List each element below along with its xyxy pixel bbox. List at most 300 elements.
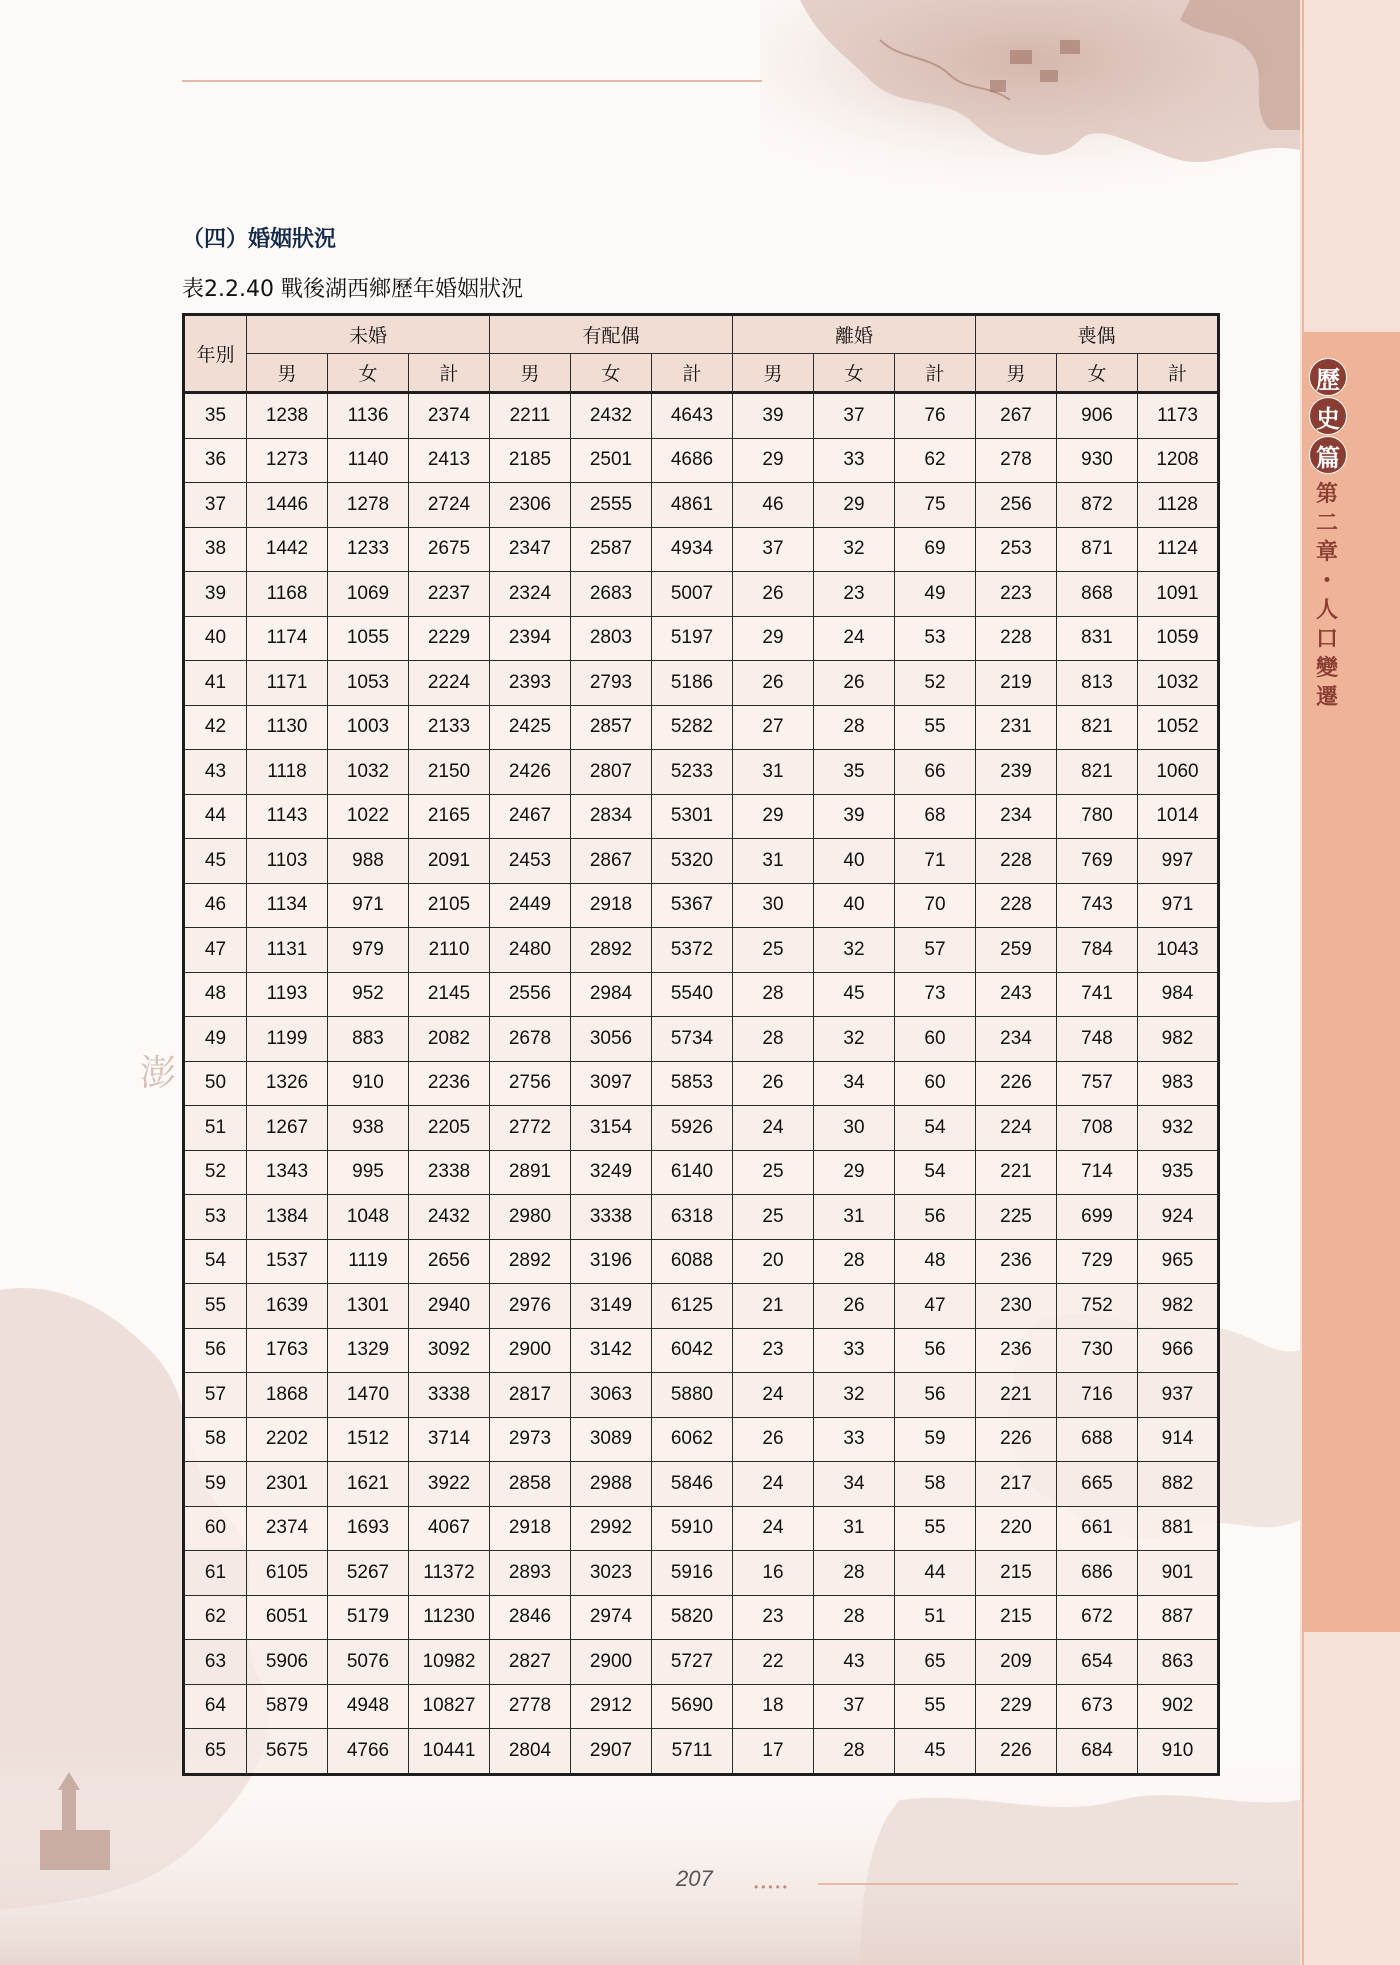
cell-unmarried-female: 1053: [328, 661, 409, 706]
cell-married-total: 5690: [652, 1684, 733, 1729]
cell-widowed-total: 901: [1138, 1551, 1219, 1596]
cell-married-male: 2426: [490, 750, 571, 795]
cell-unmarried-female: 1032: [328, 750, 409, 795]
table-row: [184, 572, 1219, 617]
cell-widowed-total: 1014: [1138, 794, 1219, 839]
cell-widowed-male: 219: [976, 661, 1057, 706]
cell-widowed-female: 780: [1057, 794, 1138, 839]
cell-divorced-female: 40: [814, 883, 895, 928]
cell-widowed-female: 868: [1057, 572, 1138, 617]
cell-married-total: 5233: [652, 750, 733, 795]
cell-divorced-male: 29: [733, 438, 814, 483]
table-row: [184, 1195, 1219, 1240]
cell-divorced-total: 57: [895, 928, 976, 973]
cell-unmarried-male: 1868: [247, 1373, 328, 1418]
cell-married-female: 3338: [571, 1195, 652, 1240]
cell-unmarried-male: 1143: [247, 794, 328, 839]
table-row: [184, 438, 1219, 483]
cell-unmarried-total: 2110: [409, 928, 490, 973]
cell-divorced-total: 52: [895, 661, 976, 706]
cell-divorced-male: 16: [733, 1551, 814, 1596]
chapter-char: 章: [1315, 539, 1338, 565]
cell-married-male: 2891: [490, 1150, 571, 1195]
cell-unmarried-total: 2675: [409, 527, 490, 572]
cell-unmarried-female: 1136: [328, 393, 409, 439]
cell-year: 63: [184, 1640, 247, 1685]
cell-married-male: 2480: [490, 928, 571, 973]
cell-married-total: 6062: [652, 1417, 733, 1462]
cell-widowed-female: 752: [1057, 1284, 1138, 1329]
group-header-divorced: 離婚: [733, 315, 976, 354]
cell-unmarried-total: 2724: [409, 483, 490, 528]
cell-divorced-male: 26: [733, 1061, 814, 1106]
cell-unmarried-male: 1273: [247, 438, 328, 483]
cell-married-male: 2858: [490, 1462, 571, 1507]
cell-unmarried-female: 971: [328, 883, 409, 928]
cell-unmarried-male: 1131: [247, 928, 328, 973]
cell-year: 50: [184, 1061, 247, 1106]
cell-unmarried-female: 4948: [328, 1684, 409, 1729]
table-row: [184, 1106, 1219, 1151]
cell-widowed-total: 1032: [1138, 661, 1219, 706]
cell-married-female: 2793: [571, 661, 652, 706]
cell-year: 55: [184, 1284, 247, 1329]
cell-divorced-male: 28: [733, 972, 814, 1017]
cell-year: 62: [184, 1595, 247, 1640]
cell-divorced-total: 58: [895, 1462, 976, 1507]
cell-widowed-total: 982: [1138, 1017, 1219, 1062]
cell-unmarried-total: 2432: [409, 1195, 490, 1240]
cell-married-female: 2867: [571, 839, 652, 884]
cell-year: 47: [184, 928, 247, 973]
cell-married-female: 3154: [571, 1106, 652, 1151]
cell-married-total: 6088: [652, 1239, 733, 1284]
cell-widowed-male: 229: [976, 1684, 1057, 1729]
cell-divorced-female: 45: [814, 972, 895, 1017]
table-row: [184, 883, 1219, 928]
cell-widowed-female: 743: [1057, 883, 1138, 928]
cell-married-male: 2678: [490, 1017, 571, 1062]
cell-widowed-female: 699: [1057, 1195, 1138, 1240]
cell-divorced-total: 75: [895, 483, 976, 528]
sub-header-male: 男: [733, 354, 814, 393]
cell-unmarried-female: 1512: [328, 1417, 409, 1462]
cell-divorced-male: 24: [733, 1106, 814, 1151]
sub-header-male: 男: [976, 354, 1057, 393]
footer-rule: [818, 1883, 1238, 1885]
cell-divorced-total: 60: [895, 1061, 976, 1106]
cell-widowed-female: 686: [1057, 1551, 1138, 1596]
cell-married-female: 2912: [571, 1684, 652, 1729]
table-row: [184, 483, 1219, 528]
cell-married-male: 2467: [490, 794, 571, 839]
cell-unmarried-female: 1048: [328, 1195, 409, 1240]
cell-unmarried-total: 10982: [409, 1640, 490, 1685]
cell-married-female: 2992: [571, 1506, 652, 1551]
cell-married-total: 5734: [652, 1017, 733, 1062]
cell-widowed-male: 224: [976, 1106, 1057, 1151]
cell-divorced-male: 30: [733, 883, 814, 928]
cell-unmarried-female: 995: [328, 1150, 409, 1195]
cell-married-female: 2501: [571, 438, 652, 483]
cell-married-male: 2347: [490, 527, 571, 572]
table-row: [184, 1506, 1219, 1551]
cell-unmarried-male: 1130: [247, 705, 328, 750]
cell-widowed-male: 209: [976, 1640, 1057, 1685]
cell-unmarried-female: 1069: [328, 572, 409, 617]
cell-divorced-female: 30: [814, 1106, 895, 1151]
cell-divorced-total: 56: [895, 1195, 976, 1240]
cell-married-male: 2980: [490, 1195, 571, 1240]
cell-widowed-female: 684: [1057, 1729, 1138, 1775]
table-body: [184, 393, 1219, 1775]
cell-unmarried-total: 2229: [409, 616, 490, 661]
cell-widowed-male: 221: [976, 1373, 1057, 1418]
year-header: 年別: [184, 315, 247, 393]
cell-married-female: 3196: [571, 1239, 652, 1284]
table-row: [184, 1061, 1219, 1106]
cell-widowed-total: 1059: [1138, 616, 1219, 661]
cell-married-total: 5320: [652, 839, 733, 884]
cell-married-total: 5367: [652, 883, 733, 928]
cell-unmarried-total: 2237: [409, 572, 490, 617]
cell-unmarried-total: 3338: [409, 1373, 490, 1418]
cell-married-female: 2900: [571, 1640, 652, 1685]
cell-widowed-male: 225: [976, 1195, 1057, 1240]
cell-married-total: 5916: [652, 1551, 733, 1596]
cell-unmarried-female: 5076: [328, 1640, 409, 1685]
cell-year: 38: [184, 527, 247, 572]
cell-widowed-male: 267: [976, 393, 1057, 439]
cell-divorced-total: 45: [895, 1729, 976, 1775]
cell-divorced-male: 25: [733, 1150, 814, 1195]
table-row: [184, 527, 1219, 572]
cell-married-female: 2918: [571, 883, 652, 928]
cell-year: 36: [184, 438, 247, 483]
cell-year: 53: [184, 1195, 247, 1240]
cell-married-total: 5282: [652, 705, 733, 750]
cell-unmarried-total: 2082: [409, 1017, 490, 1062]
cell-widowed-male: 256: [976, 483, 1057, 528]
cell-unmarried-female: 1055: [328, 616, 409, 661]
cell-widowed-female: 730: [1057, 1328, 1138, 1373]
marital-status-table: [182, 313, 1220, 1776]
sub-header-total: 計: [895, 354, 976, 393]
cell-widowed-male: 215: [976, 1595, 1057, 1640]
cell-married-female: 3063: [571, 1373, 652, 1418]
cell-divorced-male: 25: [733, 928, 814, 973]
cell-widowed-female: 769: [1057, 839, 1138, 884]
cell-divorced-total: 48: [895, 1239, 976, 1284]
cell-unmarried-male: 6105: [247, 1551, 328, 1596]
cell-unmarried-total: 2656: [409, 1239, 490, 1284]
cell-married-total: 5186: [652, 661, 733, 706]
cell-divorced-female: 33: [814, 1328, 895, 1373]
cell-married-female: 2857: [571, 705, 652, 750]
cell-unmarried-total: 11372: [409, 1551, 490, 1596]
cell-divorced-female: 23: [814, 572, 895, 617]
cell-divorced-male: 27: [733, 705, 814, 750]
cell-divorced-male: 26: [733, 661, 814, 706]
cell-year: 40: [184, 616, 247, 661]
cell-married-female: 2432: [571, 393, 652, 439]
cell-widowed-total: 932: [1138, 1106, 1219, 1151]
group-header-married: 有配偶: [490, 315, 733, 354]
cell-divorced-total: 44: [895, 1551, 976, 1596]
cell-divorced-male: 24: [733, 1462, 814, 1507]
cell-divorced-male: 26: [733, 572, 814, 617]
footer-dots: •••••: [754, 1880, 791, 1894]
cell-married-male: 2976: [490, 1284, 571, 1329]
cell-year: 60: [184, 1506, 247, 1551]
cell-year: 56: [184, 1328, 247, 1373]
cell-unmarried-male: 2301: [247, 1462, 328, 1507]
cell-unmarried-total: 2413: [409, 438, 490, 483]
cell-widowed-male: 228: [976, 839, 1057, 884]
cell-widowed-total: 1173: [1138, 393, 1219, 439]
cell-divorced-female: 26: [814, 1284, 895, 1329]
chapter-char: 口: [1315, 626, 1338, 652]
cell-unmarried-total: 11230: [409, 1595, 490, 1640]
table-row: [184, 1373, 1219, 1418]
cell-married-male: 2804: [490, 1729, 571, 1775]
cell-unmarried-total: 3922: [409, 1462, 490, 1507]
group-header-unmarried: 未婚: [247, 315, 490, 354]
cell-unmarried-female: 1470: [328, 1373, 409, 1418]
cell-unmarried-male: 1639: [247, 1284, 328, 1329]
cell-divorced-female: 32: [814, 1373, 895, 1418]
cell-unmarried-total: 4067: [409, 1506, 490, 1551]
cell-widowed-male: 226: [976, 1729, 1057, 1775]
cell-married-male: 2185: [490, 438, 571, 483]
cell-married-female: 2834: [571, 794, 652, 839]
cell-widowed-total: 881: [1138, 1506, 1219, 1551]
cell-divorced-male: 37: [733, 527, 814, 572]
cell-married-male: 2973: [490, 1417, 571, 1462]
cell-divorced-female: 43: [814, 1640, 895, 1685]
cell-widowed-female: 714: [1057, 1150, 1138, 1195]
cell-year: 45: [184, 839, 247, 884]
cell-unmarried-total: 10827: [409, 1684, 490, 1729]
cell-married-male: 2211: [490, 393, 571, 439]
cell-year: 58: [184, 1417, 247, 1462]
cell-married-total: 6318: [652, 1195, 733, 1240]
cell-widowed-total: 887: [1138, 1595, 1219, 1640]
cell-divorced-female: 32: [814, 527, 895, 572]
cell-year: 49: [184, 1017, 247, 1062]
group-header-widowed: 喪偶: [976, 315, 1219, 354]
cell-divorced-male: 22: [733, 1640, 814, 1685]
cell-widowed-total: 971: [1138, 883, 1219, 928]
sub-header-male: 男: [490, 354, 571, 393]
cell-widowed-male: 253: [976, 527, 1057, 572]
cell-married-male: 2394: [490, 616, 571, 661]
chapter-char: 人: [1315, 597, 1338, 623]
table-row: [184, 1640, 1219, 1685]
cell-divorced-female: 31: [814, 1195, 895, 1240]
cell-widowed-male: 228: [976, 883, 1057, 928]
cell-married-female: 2803: [571, 616, 652, 661]
cell-year: 46: [184, 883, 247, 928]
cell-widowed-total: 910: [1138, 1729, 1219, 1775]
cell-divorced-total: 56: [895, 1373, 976, 1418]
cell-year: 51: [184, 1106, 247, 1151]
chapter-char: 第: [1315, 481, 1338, 507]
cell-married-female: 2974: [571, 1595, 652, 1640]
cell-widowed-female: 906: [1057, 393, 1138, 439]
chapter-char: 變: [1315, 655, 1338, 681]
cell-married-female: 2984: [571, 972, 652, 1017]
cell-unmarried-total: 2165: [409, 794, 490, 839]
cell-widowed-male: 226: [976, 1061, 1057, 1106]
cell-widowed-female: 673: [1057, 1684, 1138, 1729]
cell-married-total: 5711: [652, 1729, 733, 1775]
cell-widowed-total: 1128: [1138, 483, 1219, 528]
cell-widowed-male: 215: [976, 1551, 1057, 1596]
part-title-char: 史: [1309, 397, 1347, 435]
cell-unmarried-female: 1329: [328, 1328, 409, 1373]
cell-unmarried-total: 2145: [409, 972, 490, 1017]
cell-divorced-female: 31: [814, 1506, 895, 1551]
cell-unmarried-female: 5179: [328, 1595, 409, 1640]
table-row: [184, 661, 1219, 706]
cell-year: 48: [184, 972, 247, 1017]
cell-widowed-total: 984: [1138, 972, 1219, 1017]
section-title: （四）婚姻狀況: [182, 226, 337, 252]
cell-divorced-male: 18: [733, 1684, 814, 1729]
table-row: [184, 1729, 1219, 1775]
cell-married-total: 5372: [652, 928, 733, 973]
table-row: [184, 393, 1219, 439]
cell-widowed-total: 935: [1138, 1150, 1219, 1195]
cell-unmarried-female: 1233: [328, 527, 409, 572]
cell-year: 44: [184, 794, 247, 839]
cell-unmarried-male: 1267: [247, 1106, 328, 1151]
cell-married-female: 2907: [571, 1729, 652, 1775]
cell-unmarried-male: 1343: [247, 1150, 328, 1195]
top-rule: [182, 80, 762, 82]
cell-unmarried-female: 1022: [328, 794, 409, 839]
cell-unmarried-female: 5267: [328, 1551, 409, 1596]
table-caption: 表2.2.40 戰後湖西鄉歷年婚姻狀況: [182, 277, 523, 302]
cell-divorced-total: 71: [895, 839, 976, 884]
cell-widowed-total: 997: [1138, 839, 1219, 884]
cell-married-total: 5007: [652, 572, 733, 617]
cell-widowed-total: 914: [1138, 1417, 1219, 1462]
cell-widowed-male: 226: [976, 1417, 1057, 1462]
cell-divorced-female: 29: [814, 483, 895, 528]
cell-married-female: 2683: [571, 572, 652, 617]
cell-divorced-female: 37: [814, 1684, 895, 1729]
cell-divorced-male: 23: [733, 1595, 814, 1640]
cell-widowed-male: 239: [976, 750, 1057, 795]
cell-widowed-female: 757: [1057, 1061, 1138, 1106]
cell-married-total: 5301: [652, 794, 733, 839]
cell-divorced-total: 56: [895, 1328, 976, 1373]
cell-widowed-male: 223: [976, 572, 1057, 617]
cell-divorced-female: 32: [814, 928, 895, 973]
cell-unmarried-female: 1693: [328, 1506, 409, 1551]
cell-married-female: 3023: [571, 1551, 652, 1596]
table-row: [184, 1417, 1219, 1462]
cell-married-total: 5820: [652, 1595, 733, 1640]
table-row: [184, 705, 1219, 750]
sub-header-female: 女: [1057, 354, 1138, 393]
cell-year: 54: [184, 1239, 247, 1284]
sub-header-total: 計: [409, 354, 490, 393]
cell-unmarried-male: 1134: [247, 883, 328, 928]
cell-widowed-female: 930: [1057, 438, 1138, 483]
cell-year: 52: [184, 1150, 247, 1195]
cell-unmarried-female: 883: [328, 1017, 409, 1062]
cell-widowed-female: 654: [1057, 1640, 1138, 1685]
cell-divorced-total: 55: [895, 705, 976, 750]
cell-divorced-female: 28: [814, 705, 895, 750]
cell-divorced-male: 28: [733, 1017, 814, 1062]
cell-year: 41: [184, 661, 247, 706]
chapter-char: ・: [1315, 568, 1338, 594]
cell-year: 59: [184, 1462, 247, 1507]
cell-year: 35: [184, 393, 247, 439]
page-number: 207: [676, 1866, 713, 1891]
cell-unmarried-female: 952: [328, 972, 409, 1017]
cell-divorced-male: 21: [733, 1284, 814, 1329]
cell-widowed-total: 966: [1138, 1328, 1219, 1373]
cell-unmarried-male: 1442: [247, 527, 328, 572]
cell-unmarried-male: 1537: [247, 1239, 328, 1284]
table-row: [184, 1595, 1219, 1640]
cell-widowed-male: 236: [976, 1239, 1057, 1284]
cell-unmarried-female: 979: [328, 928, 409, 973]
table-row: [184, 839, 1219, 884]
cell-unmarried-female: 988: [328, 839, 409, 884]
cell-unmarried-female: 938: [328, 1106, 409, 1151]
cell-widowed-male: 231: [976, 705, 1057, 750]
cell-divorced-male: 46: [733, 483, 814, 528]
cell-divorced-total: 76: [895, 393, 976, 439]
cell-widowed-female: 729: [1057, 1239, 1138, 1284]
cell-unmarried-female: 4766: [328, 1729, 409, 1775]
cell-married-total: 6042: [652, 1328, 733, 1373]
cell-unmarried-total: 2374: [409, 393, 490, 439]
cell-divorced-total: 73: [895, 972, 976, 1017]
cell-unmarried-male: 5675: [247, 1729, 328, 1775]
cell-divorced-total: 69: [895, 527, 976, 572]
cell-unmarried-male: 1446: [247, 483, 328, 528]
cell-year: 64: [184, 1684, 247, 1729]
cell-unmarried-total: 2236: [409, 1061, 490, 1106]
cell-unmarried-male: 1199: [247, 1017, 328, 1062]
cell-married-male: 2827: [490, 1640, 571, 1685]
cell-unmarried-male: 1238: [247, 393, 328, 439]
cell-widowed-female: 748: [1057, 1017, 1138, 1062]
cell-unmarried-total: 2091: [409, 839, 490, 884]
cell-married-female: 2587: [571, 527, 652, 572]
cell-divorced-female: 24: [814, 616, 895, 661]
sub-header-male: 男: [247, 354, 328, 393]
table-row: [184, 1328, 1219, 1373]
cell-divorced-male: 29: [733, 794, 814, 839]
table-row: [184, 616, 1219, 661]
cell-married-female: 3142: [571, 1328, 652, 1373]
cell-widowed-total: 982: [1138, 1284, 1219, 1329]
cell-unmarried-male: 1193: [247, 972, 328, 1017]
cell-married-total: 5926: [652, 1106, 733, 1151]
cell-unmarried-female: 1278: [328, 483, 409, 528]
cell-widowed-total: 1043: [1138, 928, 1219, 973]
cell-married-female: 2807: [571, 750, 652, 795]
sub-header-total: 計: [652, 354, 733, 393]
